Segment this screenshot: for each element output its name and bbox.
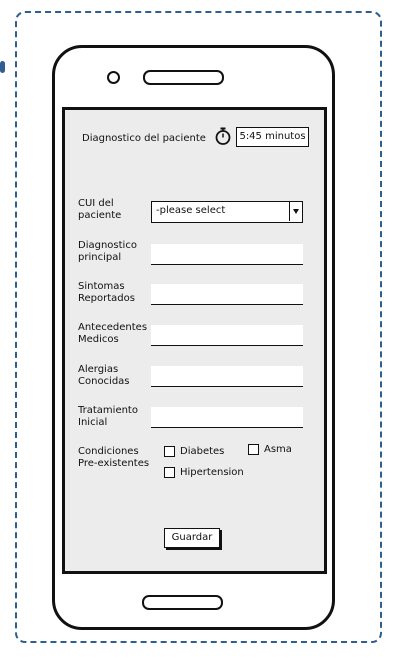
diagnostico-label: Diagnostico principal bbox=[78, 240, 137, 263]
checkbox-label: Asma bbox=[264, 444, 292, 455]
diabetes-checkbox[interactable] bbox=[164, 446, 224, 457]
camera-icon bbox=[107, 71, 120, 84]
page-title: Diagnostico del paciente bbox=[82, 133, 206, 144]
frame-handle[interactable] bbox=[0, 61, 5, 73]
checkbox-box[interactable] bbox=[164, 467, 175, 478]
asma-checkbox[interactable] bbox=[248, 444, 292, 455]
checkbox-label: Diabetes bbox=[180, 446, 225, 457]
antecedentes-input[interactable] bbox=[151, 325, 303, 346]
diagnostico-input[interactable] bbox=[151, 244, 303, 265]
tratamiento-label: Tratamiento Inicial bbox=[78, 405, 138, 428]
condiciones-label: Condiciones Pre-existentes bbox=[78, 446, 150, 469]
speaker-grille bbox=[143, 70, 224, 85]
cui-select[interactable] bbox=[151, 201, 303, 223]
checkbox-box[interactable] bbox=[248, 444, 259, 455]
stopwatch-icon bbox=[214, 127, 232, 145]
cui-select-value: -please select bbox=[156, 205, 226, 216]
timer-display: 5:45 minutos bbox=[236, 127, 309, 147]
cui-label: CUI del paciente bbox=[78, 198, 122, 221]
alergias-input[interactable] bbox=[151, 366, 303, 387]
alergias-label: Alergias Conocidas bbox=[78, 364, 130, 387]
sintomas-label: Sintomas Reportados bbox=[78, 281, 135, 304]
chevron-down-icon[interactable] bbox=[289, 202, 302, 221]
home-button[interactable] bbox=[142, 595, 223, 610]
save-button[interactable]: Guardar bbox=[164, 528, 220, 548]
phone-screen bbox=[62, 107, 327, 574]
checkbox-box[interactable] bbox=[164, 446, 175, 457]
hipertension-checkbox[interactable] bbox=[164, 467, 244, 478]
checkbox-label: Hipertension bbox=[180, 467, 244, 478]
antecedentes-label: Antecedentes Medicos bbox=[78, 322, 148, 345]
sintomas-input[interactable] bbox=[151, 284, 303, 305]
tratamiento-input[interactable] bbox=[151, 407, 303, 428]
